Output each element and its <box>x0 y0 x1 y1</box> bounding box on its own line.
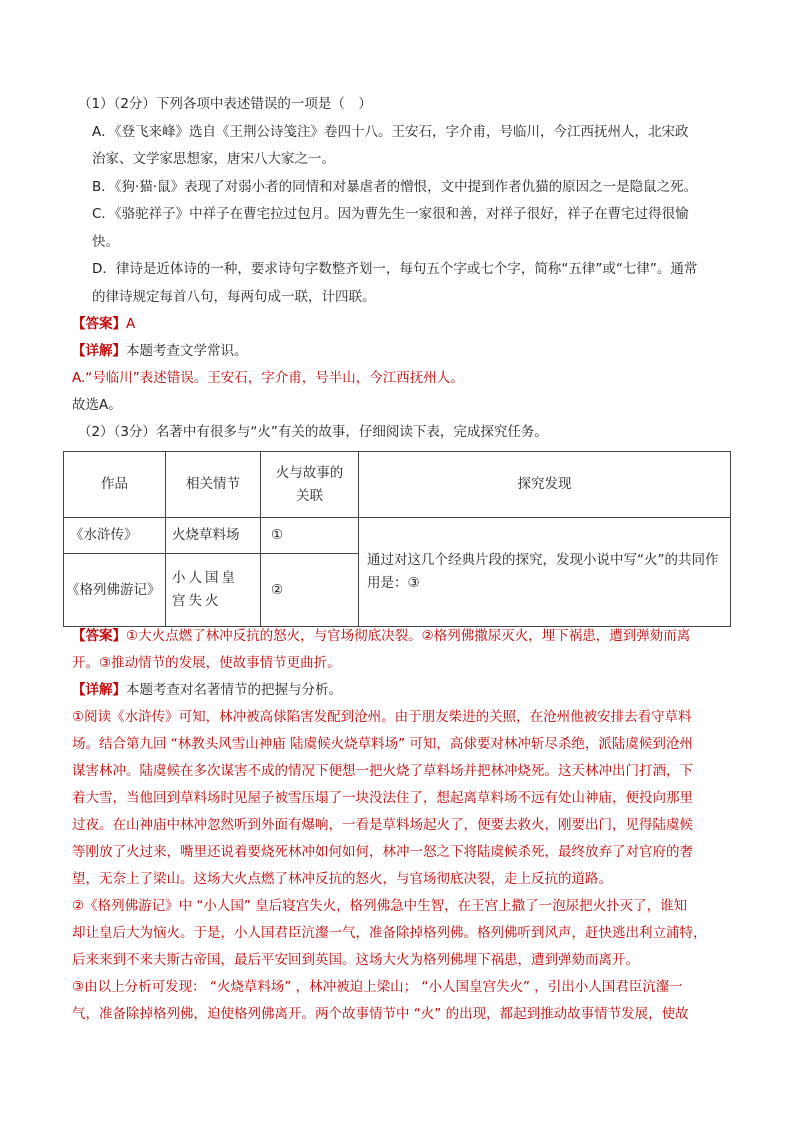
header-link: 火与故事的关联 <box>261 452 359 518</box>
q2-explain-line: 过夜。在山神庙中林冲忽然听到外面有爆响，一看是草料场起火了，便要去救火，刚要出门，见得陆虞候 <box>72 817 693 833</box>
q1-answer <box>72 318 135 332</box>
q2-explain-line: 等刚放了火过来，嘴里还说着要烧死林冲如何如何，林冲一怒之下将陆虞候杀死，最终放弃了对官府的奢 <box>72 844 693 860</box>
q2-explain-line: ②《格列佛游记》中 “小人国” 皇后寝宫失火，格列佛急中生智，在王宫上撒了一泡尿把火扑灭了，谁知 <box>72 898 688 914</box>
header-work: 作品 <box>64 452 166 518</box>
table-header-row <box>64 452 731 518</box>
q2-explain-line: 场。结合第九回 “林教头风雪山神庙 陆虞候火烧草料场” 可知，高俅要对林冲斩尽杀绝，派陆虞候到沧州 <box>72 736 693 752</box>
q1-answer-tag: 【答案】 <box>72 316 126 332</box>
q2-answer-tag: 【答案】 <box>72 628 126 644</box>
q1-answer-value: A <box>126 316 136 332</box>
row2-work: 《格列佛游记》 <box>64 554 166 627</box>
q1-stem: （1）（2分）下列各项中表述错误的一项是（ ） <box>78 96 372 112</box>
discovery-cell: 通过对这几个经典片段的探究，发现小说中写“火”的共同作用是：③ <box>359 518 731 627</box>
q2-answer-line1 <box>72 630 690 644</box>
row1-plot: 火烧草料场 <box>166 518 261 554</box>
q2-stem: （2）（3分）名著中有很多与“火”有关的故事，仔细阅读下表，完成探究任务。 <box>78 424 548 440</box>
row2-link: ② <box>261 554 359 627</box>
q1-detail-text: 本题考查文学常识。 <box>126 343 248 359</box>
q2-answer-text1: ①大火点燃了林冲反抗的怒火，与官场彻底决裂。②格列佛撒尿灭火，埋下祸患，遭到弹劾而离 <box>126 628 691 644</box>
q2-explain-line: 着大雪，当他回到草料场时见屋子被雪压塌了一块没法住了，想起离草料场不远有处山神庙，便投向那里 <box>72 790 693 806</box>
q2-explain-line: 望，无奈上了梁山。这场大火点燃了林冲反抗的怒火，与官场彻底决裂，走上反抗的道路。 <box>72 871 612 887</box>
row2-plot: 小人国皇宫失火 <box>166 554 261 627</box>
q1-option-a-line1: A．《登飞来峰》选自《王荆公诗笺注》卷四十八。王安石，字介甫，号临川，今江西抚州人，北宋政 <box>92 124 689 140</box>
q2-explain-line: ③由以上分析可发现： “火烧草料场” ，林冲被迫上梁山； “小人国皇宫失火” ，引出小人国君臣沆瀣一 <box>72 979 683 995</box>
q2-explain-line: 气，准备除掉格列佛，迫使格列佛离开。两个故事情节中 “火” 的出现，都起到推动故事情节发展，使故 <box>72 1006 689 1022</box>
q1-conclusion: 故选A。 <box>72 397 122 413</box>
q1-detail <box>72 345 248 359</box>
q2-explain-line: 却让皇后大为恼火。于是，小人国君臣沆瀣一气，准备除掉格列佛。格列佛听到风声，赶快逃出利立浦特， <box>72 925 707 941</box>
q1-option-d-line1: D．律诗是近体诗的一种，要求诗句字数整齐划一，每句五个字或七个字，简称“五律”或“七律”。通常 <box>92 261 698 277</box>
q2-detail-text: 本题考查对名著情节的把握与分析。 <box>126 682 342 698</box>
q1-option-c-line2: 快。 <box>92 234 119 250</box>
q1-detail-tag: 【详解】 <box>72 343 126 359</box>
q2-detail-tag: 【详解】 <box>72 682 126 698</box>
q2-explain-line: 后来来到不来夫斯古帝国，最后平安回到英国。这场大火为格列佛埋下祸患，遭到弹劾而离开。 <box>72 952 639 968</box>
q1-explain: A.“号临川”表述错误。王安石，字介甫，号半山，今江西抚州人。 <box>72 370 464 386</box>
header-discovery: 探究发现 <box>359 452 731 518</box>
table-row <box>64 518 731 554</box>
q2-answer-line2: 开。③推动情节的发展，使故事情节更曲折。 <box>72 655 341 671</box>
q2-detail <box>72 684 342 698</box>
q1-option-a-line2: 治家、文学家思想家，唐宋八大家之一。 <box>92 151 335 167</box>
q2-explain-line: 谋害林冲。陆虞候在多次谋害不成的情况下便想一把火烧了草料场并把林冲烧死。这天林冲出门打酒，下 <box>72 763 693 779</box>
q2-explain-line: ①阅读《水浒传》可知，林冲被高俅陷害发配到沧州。由于朋友柴进的关照，在沧州他被安排去看守草料 <box>72 709 692 725</box>
q1-option-d-line2: 的律诗规定每首八句，每两句成一联，计四联。 <box>92 289 376 305</box>
header-plot: 相关情节 <box>166 452 261 518</box>
q1-option-b: B．《狗·猫·鼠》表现了对弱小者的同情和对暴虐者的憎恨，文中提到作者仇猫的原因之一是隐鼠之死。 <box>92 179 698 195</box>
q2-table <box>63 451 731 627</box>
row1-work: 《水浒传》 <box>64 518 166 554</box>
q1-option-c-line1: C．《骆驼祥子》中祥子在曹宅拉过包月。因为曹先生一家很和善，对祥子很好，祥子在曹宅过得很愉 <box>92 206 689 222</box>
row1-link: ① <box>261 518 359 554</box>
